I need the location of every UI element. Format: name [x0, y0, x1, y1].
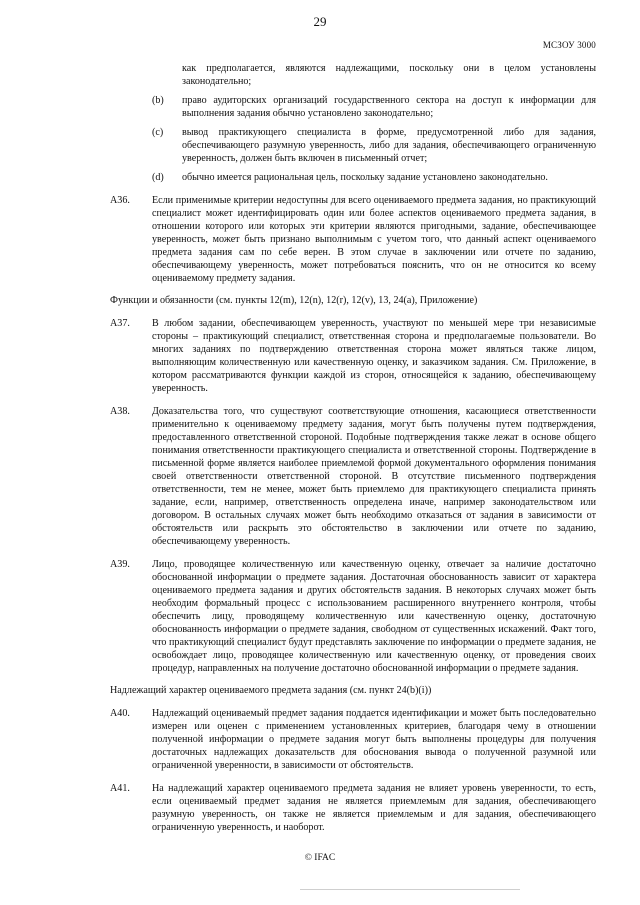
document-id: МСЗОУ 3000 [542, 40, 596, 50]
paragraph-number: A37. [110, 318, 130, 329]
paragraph-a36 [110, 194, 596, 285]
list-item-text: обычно имеется рациональная цель, поскольку задание установлено законодательно. [182, 172, 548, 183]
paragraph-text: Надлежащий оцениваемый предмет задания поддается идентификации и может быть последовательно измерен или оценен с применением установленных критериев, благодаря чему в отношении полученной информации о предмете задания могут быть выполнены процедуры для получения достаточных надлежащих доказательств для обоснования вывода о полученной разумной или ограниченной уверенности, в зависимости от обстоятельств. [152, 708, 596, 771]
paragraph-text: Лицо, проводящее количественную или качественную оценку, отвечает за наличие достаточно обоснованной информации о предмете задания. Достаточная обоснованность зависит от характера оцениваемого предмета задания и других обстоятельств задания. В некоторых случаях может быть необходим формальный процесс с использованием расширенного внутреннего контроля, чтобы обеспечить лицу, проводящему количественную или качественную оценку, достаточную обоснованность информации о предмете задания, свободном от существенных искажений. Факт того, что практикующий специалист будут представлять заключение по информации о предмете задания, не освобождает лицо, проводящее количественную или качественную оценку, от проведения своих процедур, направленных на получение достаточно обоснованной информации о предмете задания. [152, 559, 596, 674]
paragraph-text: Если применимые критерии недоступны для всего оцениваемого предмета задания, но практикующий специалист может идентифицировать один или более аспектов оцениваемого предмета задания, в отношении которого или которых эти критерии являются пригодными, задание, обеспечивающее уверенность, может быть признано выполнимым с учетом того, что данный аспект оцениваемого предмета задания сам по себе верен. В этом случае в заключении или отчете по заданию, обеспечивающему уверенность, может потребоваться пояснить, что он не относится ко всему оцениваемому предмету задания. [152, 195, 596, 284]
list-item-label: (b) [152, 95, 164, 106]
list-item-text: право аудиторских организаций государственного сектора на доступ к информации для выполнения задания обычно установлено законодательно; [182, 95, 596, 119]
list-continuation: как предполагается, являются надлежащими, поскольку они в целом установлены законодательно; [182, 63, 596, 87]
paragraph-a40 [110, 707, 596, 772]
section-heading-roles: Функции и обязанности (см. пункты 12(m), 12(n), 12(r), 12(v), 13, 24(a), Приложение) [110, 295, 478, 306]
page-number: 29 [313, 14, 327, 29]
paragraph-number: A36. [110, 195, 130, 206]
list-item-label: (d) [152, 172, 164, 183]
paragraph-text: На надлежащий характер оцениваемого предмета задания не влияет уровень уверенности, то есть, если оцениваемый предмет задания не является приемлемым для задания, обеспечивающего разумную уверенность, он также не является приемлемым и для задания, обеспечивающего ограниченную уверенность, и наоборот. [152, 783, 596, 833]
paragraph-a38 [110, 405, 596, 548]
paragraph-a41 [110, 782, 596, 834]
paragraph-number: A41. [110, 783, 130, 794]
copyright-footer: © IFAC [304, 853, 336, 863]
paragraph-number: A38. [110, 406, 130, 417]
list-item-text: вывод практикующего специалиста в форме, предусмотренной либо для задания, обеспечивающего разумную уверенность, либо для задания, обеспечивающего ограниченную уверенность, должен быть включен в письменный отчет; [182, 127, 596, 164]
section-heading-subject-matter: Надлежащий характер оцениваемого предмета задания (см. пункт 24(b)(i)) [110, 685, 432, 696]
list-item [110, 171, 596, 184]
scan-artifact-line [300, 889, 520, 890]
paragraph-number: A39. [110, 559, 130, 570]
paragraph-text: В любом задании, обеспечивающем уверенность, участвуют по меньшей мере три независимые стороны – практикующий специалист, ответственная сторона и предполагаемые пользователи. Во многих заданиях по подтверждению ответственная сторона может являться также лицом, выполняющим количественную или качественную оценку, и заказчиком задания. См. Приложение, в котором рассматриваются функции каждой из сторон, относящейся к заданию, обеспечивающему уверенность. [152, 318, 596, 394]
page-content [110, 62, 596, 834]
list-item [110, 126, 596, 165]
paragraph-a37 [110, 317, 596, 395]
paragraph-a39 [110, 558, 596, 675]
list-item-label: (c) [152, 127, 164, 138]
paragraph-number: A40. [110, 708, 130, 719]
list-item [110, 94, 596, 120]
paragraph-text: Доказательства того, что существуют соответствующие отношения, касающиеся ответственности применительно к оцениваемому предмету задания, могут быть получены путем подтверждения, предоставленного ответственной стороной. Подобные подтверждения также лежат в основе общего понимания ответственности практикующего специалиста и ответственной стороны. Подтверждение в письменной форме является наиболее приемлемой формой документального оформления понимания своей ответственности ответственной стороной. В отсутствие письменного подтверждения ответственности, тем не менее, может быть приемлемо для практикующего специалиста принять задание, если, например, ответственность определена иначе, например законодательством или договором. В остальных случаях может быть необходимо отказаться от задания в зависимости от обстоятельств или раскрыть это обстоятельство в заключении или отчете по заданию, обеспечивающему уверенность. [152, 406, 596, 547]
